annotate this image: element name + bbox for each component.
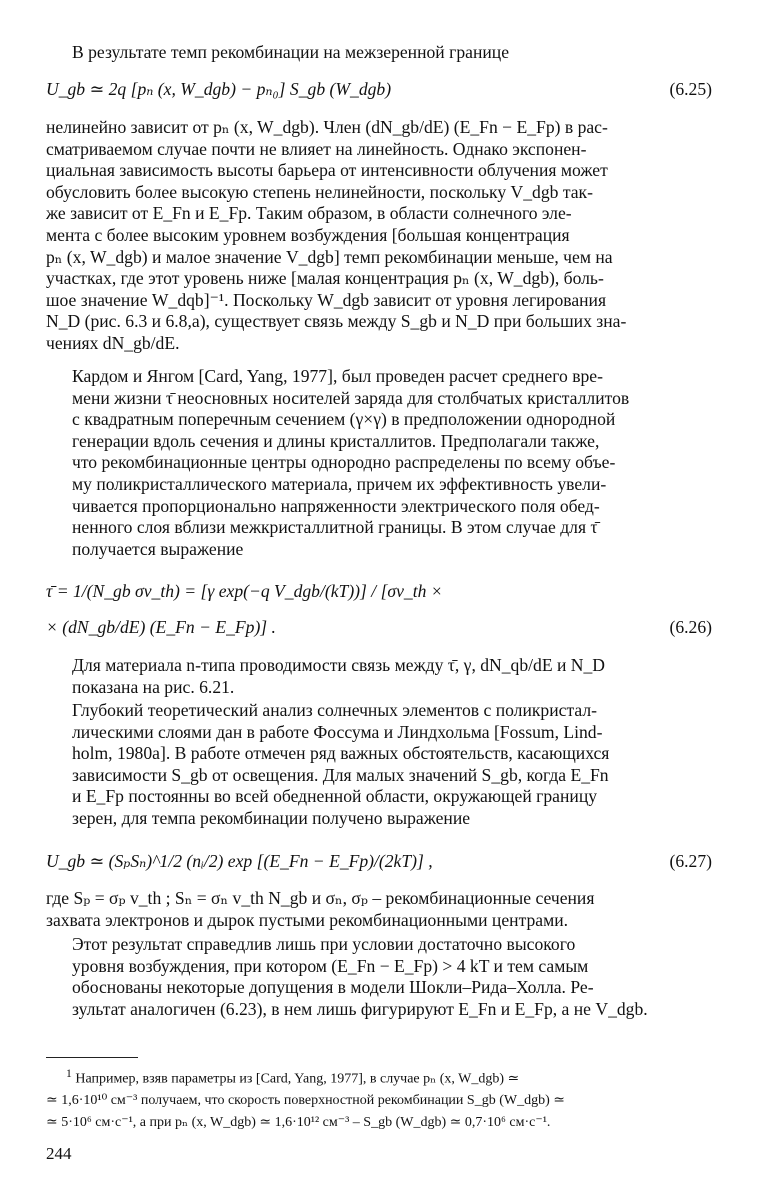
text-line: му поликристаллического материала, причем их эффективность увели- [72, 473, 607, 494]
equation-6-25 [46, 78, 712, 100]
text-line: Для материала n-типа проводимости связь между τ̄, γ, dN_qb/dE и N_D [72, 655, 605, 675]
text-line: и E_Fp постоянны во всей обедненной области, окружающей границу [72, 786, 598, 807]
footnote-divider [46, 1057, 138, 1058]
paragraph-cross-sections [46, 888, 712, 931]
paragraph-nonlinearity [46, 117, 712, 355]
footnote-text: Например, взяв параметры из [Card, Yang, 1977], в случае pₙ (x, W_dgb) ≃ [75, 1071, 520, 1087]
equation-6-26-line-1 [46, 580, 712, 602]
paragraph-n-type [46, 655, 712, 698]
text-line: Глубокий теоретический анализ солнечных элементов с поликристал- [72, 700, 597, 720]
text-line: В результате темп рекомбинации на межзеренной границе [72, 42, 509, 62]
text-line: чениях dN_gb/dE. [46, 332, 180, 353]
text-line: обусловить более высокую степень нелинейности, поскольку V_dgb так- [46, 181, 593, 202]
footnote [46, 1063, 712, 1133]
text-line: же зависит от E_Fn и E_Fp. Таким образом, в области солнечного эле- [46, 203, 572, 224]
footnote-line-1 [46, 1063, 712, 1090]
text-line: Кардом и Янгом [Card, Yang, 1977], был проведен расчет среднего вре- [72, 366, 603, 386]
intro-line [46, 42, 712, 64]
text-line: нелинейно зависит от pₙ (x, W_dgb). Член (dN_gb/dE) (E_Fn − E_Fp) в рас- [46, 117, 608, 137]
equation-body: U_gb ≃ 2q [pₙ (x, W_dgb) − pₙ₀] S_gb (W_dgb) [46, 79, 392, 99]
page-number: 244 [46, 1144, 72, 1163]
text-line: мени жизни τ̄ неосновных носителей заряда для столбчатых кристаллитов [72, 387, 630, 408]
text-line: обоснованы некоторые допущения в модели Шокли–Рида–Холла. Ре- [72, 977, 594, 998]
text-line: ненного слоя вблизи межкристаллитной границы. В этом случае для τ̄ [72, 517, 598, 538]
equation-number: (6.25) [669, 79, 712, 99]
footnote-mark: 1 [66, 1067, 72, 1080]
equation-body: × (dN_gb/dE) (E_Fn − E_Fp)] . [46, 617, 276, 637]
text-line: где Sₚ = σₚ v_th ; Sₙ = σₙ v_th N_gb и σₙ, σₚ – рекомбинационные сечения [46, 888, 595, 908]
text-line: Этот результат справедлив лишь при условии достаточно высокого [72, 934, 576, 954]
paragraph-fossum [46, 700, 712, 830]
text-line: циальная зависимость высоты барьера от интенсивности облучения может [46, 160, 608, 181]
text-line: сматриваемом случае почти не влияет на линейность. Однако экспонен- [46, 138, 587, 159]
text-line: N_D (рис. 6.3 и 6.8,а), существует связь между S_gb и N_D при больших зна- [46, 311, 627, 332]
text-line: зерен, для темпа рекомбинации получено выражение [72, 807, 471, 828]
text-line: что рекомбинационные центры однородно распределены по всему объе- [72, 452, 616, 473]
text-line: уровня возбуждения, при котором (E_Fn − E_Fp) > 4 kT и тем самым [72, 955, 589, 976]
text-line: захвата электронов и дырок пустыми рекомбинационными центрами. [46, 909, 569, 930]
text-line: чивается пропорционально напряженности электрического поля обед- [72, 495, 600, 516]
equation-body: U_gb ≃ (SₚSₙ)^1/2 (nᵢ/2) exp [(E_Fn − E_Fp)/(2kT)] , [46, 851, 433, 871]
equation-6-27 [46, 850, 712, 872]
paragraph-result [46, 934, 712, 1020]
equation-6-26-line-2 [46, 616, 712, 638]
text-line: мента с более высоким уровнем возбуждения [большая концентрация [46, 224, 570, 245]
text-line: pₙ (x, W_dgb) и малое значение V_dgb] темп рекомбинации меньше, чем на [46, 246, 613, 267]
text-line: получается выражение [72, 538, 244, 559]
text-line: участках, где этот уровень ниже [малая концентрация pₙ (x, W_dgb), боль- [46, 268, 604, 289]
text-line: зависимости S_gb от освещения. Для малых значений S_gb, когда E_Fn [72, 764, 609, 785]
equation-body: τ̄ = 1/(N_gb σv_th) = [γ exp(−q V_dgb/(kT))] / [σv_th × [46, 581, 443, 601]
text-line: зультат аналогичен (6.23), в нем лишь фигурируют E_Fn и E_Fp, а не V_dgb. [72, 998, 648, 1019]
paragraph-card-yang [46, 366, 712, 560]
footnote-line: ≃ 5·10⁶ см·с⁻¹, а при pₙ (x, W_dgb) ≃ 1,6·10¹² см⁻³ – S_gb (W_dgb) ≃ 0,7·10⁶ см·с⁻¹. [46, 1114, 551, 1130]
footnote-line: ≃ 1,6·10¹⁰ см⁻³ получаем, что скорость поверхностной рекомбинации S_gb (W_dgb) ≃ [46, 1093, 565, 1109]
text-line: лическими слоями дан в работе Фоссума и Линдхольма [Fossum, Lind- [72, 721, 603, 742]
equation-number: (6.26) [669, 617, 712, 637]
text-line: показана на рис. 6.21. [72, 676, 235, 697]
text-line: с квадратным поперечным сечением (γ×γ) в предположении однородной [72, 409, 616, 430]
equation-number: (6.27) [669, 851, 712, 871]
text-line: holm, 1980a]. В работе отмечен ряд важных обстоятельств, касающихся [72, 743, 610, 764]
text-line: генерации вдоль сечения и длины кристаллитов. Предполагали также, [72, 430, 600, 451]
text-line: шое значение W_dqb]⁻¹. Поскольку W_dgb зависит от уровня легирования [46, 289, 607, 310]
